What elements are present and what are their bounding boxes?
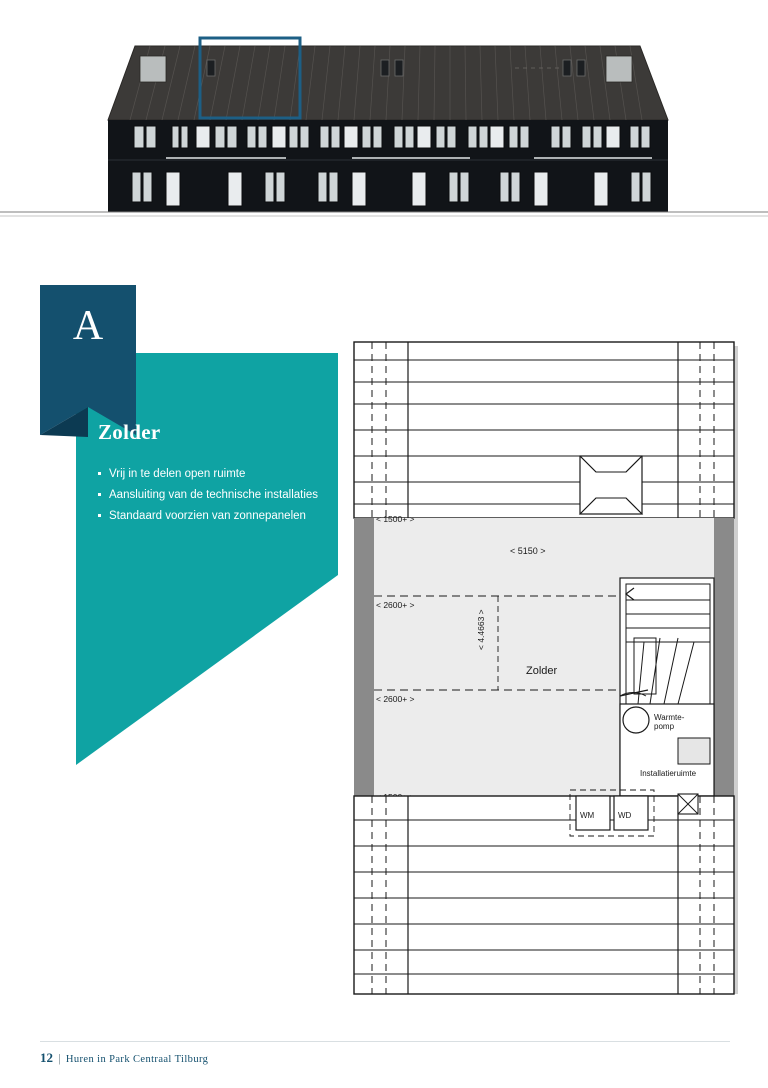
floorplan-drawing [348,338,740,998]
building-elevation-drawing [0,0,768,230]
callout-title: Zolder [98,420,161,444]
footer-divider [40,1041,730,1042]
dim-mid-lower: < 2600+ > [376,694,415,704]
footer-title: Huren in Park Centraal Tilburg [65,1054,209,1065]
callout-bullet-list [98,465,348,526]
shaft-symbol [678,794,698,814]
callout-panel [40,275,360,785]
callout-letter: A [72,303,104,349]
label-technical-room: Installatieruimte [640,769,697,778]
page-number: 12 [40,1050,53,1065]
list-item: Standaard voorzien van zonnepanelen [98,507,348,526]
label-dryer: WD [618,811,632,820]
label-heat-pump-2: pomp [654,722,675,731]
list-item: Aansluiting van de technische installaties [98,486,348,505]
dim-mid-upper: < 2600+ > [376,600,415,610]
label-washing-machine: WM [580,811,595,820]
footer [40,1050,208,1066]
list-item: Vrij in te delen open ruimte [98,465,348,484]
room-label-zolder: Zolder [526,665,558,677]
dim-vertical: < 4.4663 > [476,609,486,650]
dim-top-left: < 1500+ > [376,514,415,524]
footer-separator: | [58,1053,61,1065]
label-heat-pump-1: Warmte- [654,713,685,722]
heat-pump-symbol [623,707,649,733]
dim-top-width: < 5150 > [510,546,546,556]
